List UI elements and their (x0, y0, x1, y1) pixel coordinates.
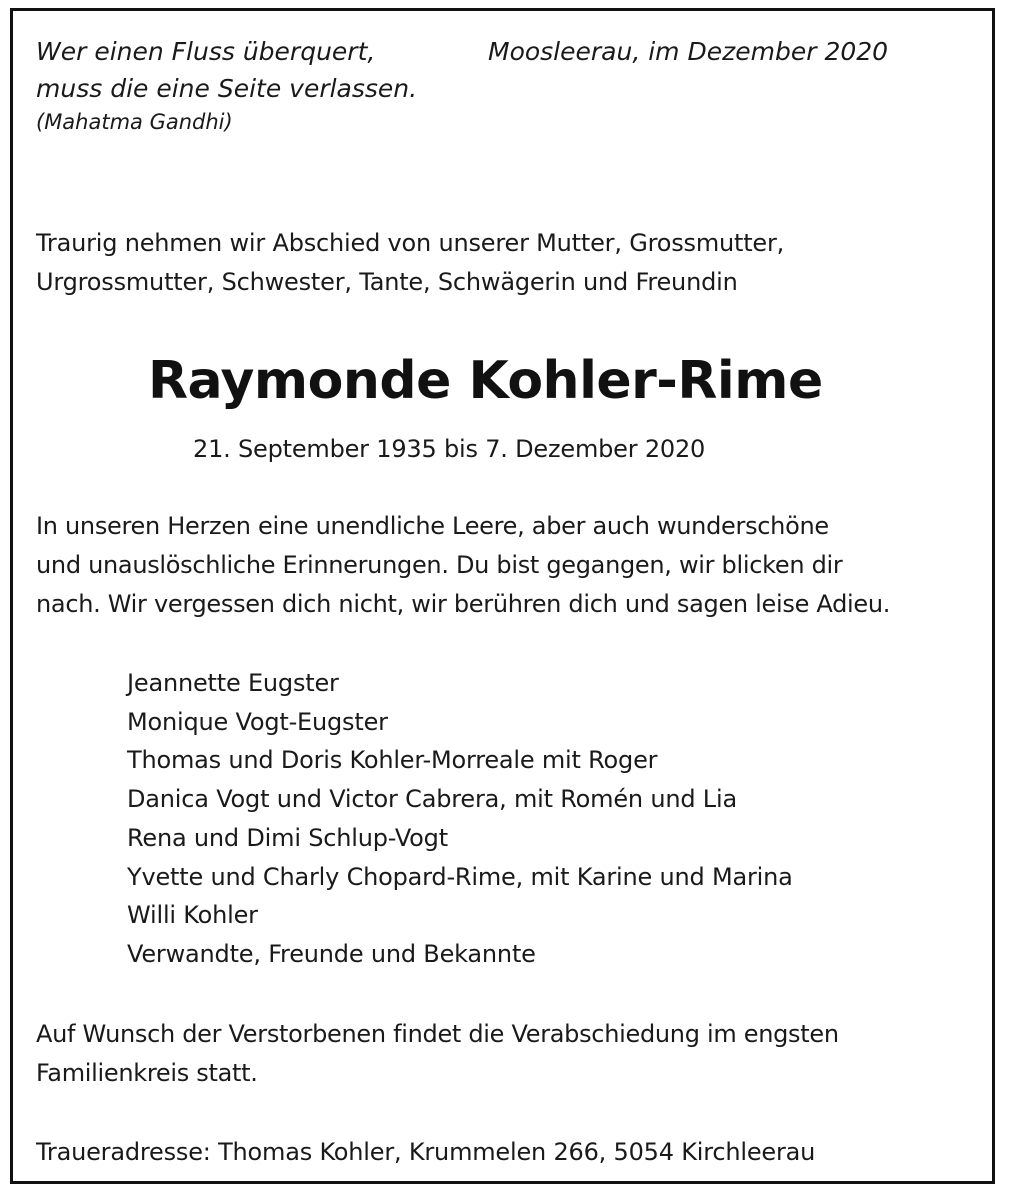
mourner-entry: Danica Vogt und Victor Cabrera, mit Romén und Lia (127, 785, 737, 814)
mourner-entry: Thomas und Doris Kohler-Morreale mit Roger (127, 746, 658, 775)
intro-text (36, 224, 784, 302)
mourners-list (127, 664, 793, 974)
quote-block (36, 33, 417, 137)
mourner-entry: Willi Kohler (127, 901, 258, 930)
mourning-address: Traueradresse: Thomas Kohler, Krummelen 266, 5054 Kirchleerau (36, 1138, 816, 1166)
mourner-entry: Monique Vogt-Eugster (127, 707, 388, 736)
quote-line: muss die eine Seite verlassen. (36, 74, 418, 103)
quote-author: (Mahatma Gandhi) (36, 110, 233, 134)
place-date: Moosleerau, im Dezember 2020 (488, 37, 889, 66)
mourner-entry: Yvette und Charly Chopard-Rime, mit Karine und Marina (127, 862, 793, 891)
mourner-entry: Rena und Dimi Schlup-Vogt (127, 823, 448, 852)
quote-line: Wer einen Fluss überquert, (36, 37, 376, 66)
closing-text (36, 1015, 839, 1093)
intro-line: Traurig nehmen wir Abschied von unserer Mutter, Grossmutter, (36, 229, 785, 257)
message-text (36, 507, 890, 624)
intro-line: Urgrossmutter, Schwester, Tante, Schwägerin und Freundin (36, 268, 738, 296)
mourner-entry: Jeannette Eugster (127, 669, 339, 697)
closing-line: Familienkreis statt. (36, 1059, 258, 1087)
closing-line: Auf Wunsch der Verstorbenen findet die Verabschiedung im engsten (36, 1020, 839, 1048)
message-line: und unauslöschliche Erinnerungen. Du bist gegangen, wir blicken dir (36, 551, 843, 579)
life-dates: 21. September 1935 bis 7. Dezember 2020 (193, 435, 706, 463)
deceased-name: Raymonde Kohler-Rime (148, 351, 823, 411)
mourner-entry: Verwandte, Freunde und Bekannte (127, 939, 536, 968)
message-line: In unseren Herzen eine unendliche Leere, aber auch wunderschöne (36, 512, 829, 540)
message-line: nach. Wir vergessen dich nicht, wir berühren dich und sagen leise Adieu. (36, 590, 891, 618)
